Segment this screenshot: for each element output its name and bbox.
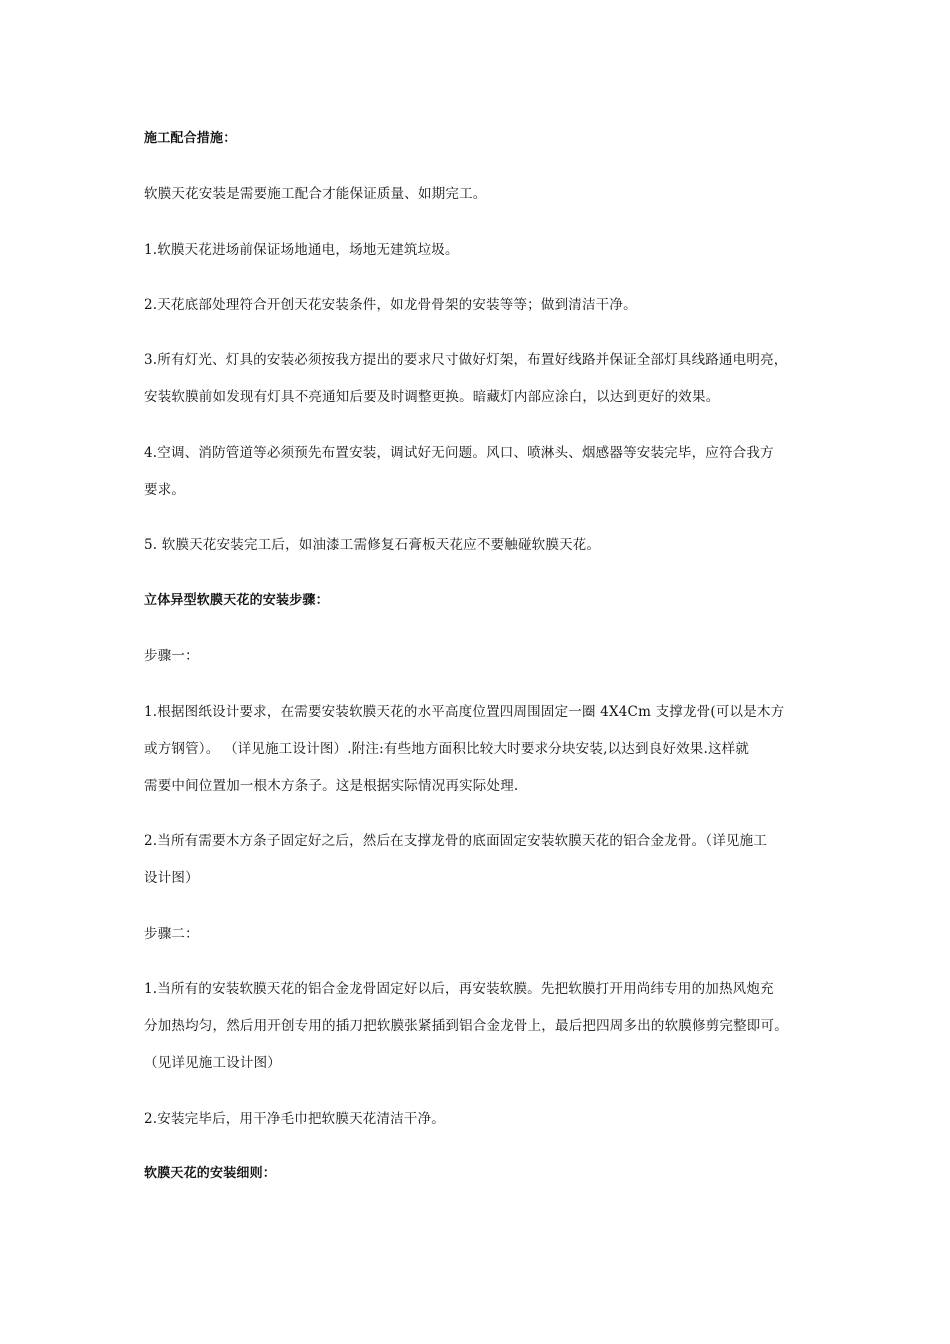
step-2-title: 步骤二： xyxy=(144,926,199,942)
step-2-item-1-line-3: （见详见施工设计图） xyxy=(144,1055,281,1071)
step-1-title: 步骤一： xyxy=(144,648,199,664)
heading-installation-steps: 立体异型软膜天花的安装步骤： xyxy=(144,593,329,608)
measure-item-4-line-1: 4.空调、消防管道等必须预先布置安装，调试好无问题。风口、喷淋头、烟感器等安装完毕，应符合我方 xyxy=(144,445,774,461)
step-1-item-2-line-1: 2.当所有需要木方条子固定好之后，然后在支撑龙骨的底面固定安装软膜天花的铝合金龙骨。（详见施工 xyxy=(144,833,768,849)
measure-item-1: 1.软膜天花进场前保证场地通电，场地无建筑垃圾。 xyxy=(144,242,459,258)
measure-item-3-line-2: 安装软膜前如发现有灯具不亮通知后要及时调整更换。暗藏灯内部应涂白，以达到更好的效果。 xyxy=(144,389,720,405)
step-1-item-1-line-1: 1.根据图纸设计要求，在需要安装软膜天花的水平高度位置四周围固定一圈 4X4Cm 支撑龙骨(可以是木方 xyxy=(144,704,785,720)
step-1-item-2-line-2: 设计图） xyxy=(144,870,199,886)
intro-paragraph: 软膜天花安装是需要施工配合才能保证质量、如期完工。 xyxy=(144,186,487,202)
measure-item-2: 2.天花底部处理符合开创天花安装条件，如龙骨骨架的安装等等；做到清洁干净。 xyxy=(144,297,637,313)
measure-item-3-line-1: 3.所有灯光、灯具的安装必须按我方提出的要求尺寸做好灯架，布置好线路并保证全部灯具线路通电明亮， xyxy=(144,352,788,368)
step-2-item-1-line-1: 1.当所有的安装软膜天花的铝合金龙骨固定好以后，再安装软膜。先把软膜打开用尚纬专用的加热风炮充 xyxy=(144,981,774,997)
step-2-item-2: 2.安装完毕后，用干净毛巾把软膜天花清洁干净。 xyxy=(144,1111,445,1127)
heading-construction-measures: 施工配合措施： xyxy=(144,131,237,146)
measure-item-5: 5. 软膜天花安装完工后，如油漆工需修复石膏板天花应不要触碰软膜天花。 xyxy=(144,537,601,553)
heading-installation-rules: 软膜天花的安装细则： xyxy=(144,1166,277,1181)
step-1-item-1-line-2: 或方钢管）。 （详见施工设计图）.附注:有些地方面积比较大时要求分块安装,以达到良好效果.这样就 xyxy=(144,741,750,757)
measure-item-4-line-2: 要求。 xyxy=(144,482,186,498)
step-1-item-1-line-3: 需要中间位置加一根木方条子。这是根据实际情况再实际处理. xyxy=(144,778,519,794)
step-2-item-1-line-2: 分加热均匀，然后用开创专用的插刀把软膜张紧插到铝合金龙骨上，最后把四周多出的软膜修剪完整即可。 xyxy=(144,1018,788,1034)
